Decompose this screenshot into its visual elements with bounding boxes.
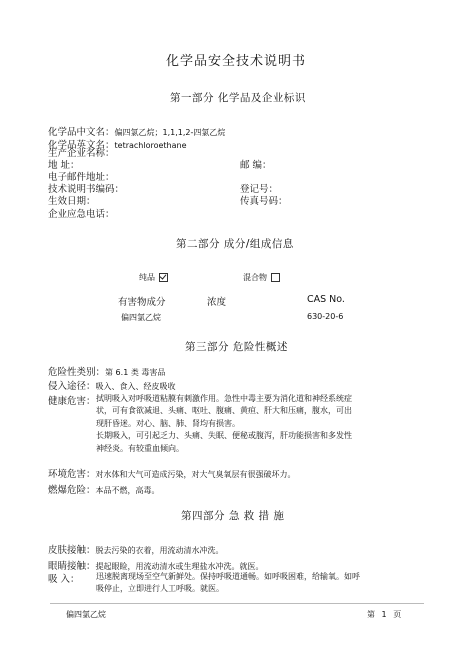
route-row — [48, 374, 176, 393]
component-cell: 偏四氯乙烷 — [121, 313, 161, 322]
cn-name-value: 偏四氯乙烷；1,1,1,2-四氯乙烷 — [114, 128, 226, 137]
inhale-line: 迅速脱离现场至空气新鲜处。保持呼吸道通畅。如呼吸困难，给输氧。如呼 — [96, 572, 360, 581]
en-name-label: 化学品英文名： — [48, 140, 115, 151]
health-label: 健康危害： — [48, 396, 96, 407]
reg-no-label: 登记号： — [240, 184, 279, 195]
postcode-label: 邮 编： — [240, 160, 272, 171]
route-value: 吸入、食入、经皮吸收 — [95, 382, 176, 391]
cas-cell: 630-20-6 — [307, 312, 344, 321]
pure-option — [139, 272, 168, 283]
skin-value: 脱去污染的衣着，用流动清水冲洗。 — [95, 546, 224, 555]
page-suffix: 页 — [393, 610, 402, 619]
health-line: 拭明吸入对呼吸道粘膜有刺激作用。急性中毒主要为消化道和神经系统症 — [96, 394, 352, 403]
skin-label: 皮肤接触： — [48, 545, 96, 556]
health-text — [96, 393, 352, 455]
health-line: 现肝昏迷。对心、脑、肺、肾均有损害。 — [96, 418, 240, 428]
inhale-label: 吸 入： — [48, 574, 80, 585]
producer-label: 生产企业名称： — [48, 148, 115, 159]
eye-value: 提起眼睑，用流动清水或生理盐水冲洗。就医。 — [95, 562, 264, 571]
section-heading-part1: 第一部分 化学品及企业标识 — [170, 92, 306, 104]
page-num: 1 — [381, 610, 387, 619]
col-header-concentration: 浓度 — [207, 297, 227, 308]
fire-row — [48, 478, 160, 497]
en-name-value: tetrachloroethane — [114, 141, 187, 150]
health-line: 状，可有食欲减退、头痛、呕吐、腹痛、黄疸、肝大和压痛，腹水，可出 — [96, 406, 352, 416]
hazard-class-label: 危险性类别： — [48, 367, 106, 378]
health-line: 神经炎。有较重血倾向。 — [96, 443, 184, 453]
eye-label: 眼睛接触： — [48, 561, 96, 572]
mixture-option — [243, 272, 280, 283]
footer-divider — [50, 603, 424, 604]
cn-name-label: 化学品中文名： — [48, 127, 115, 138]
pure-label: 纯品 — [139, 273, 155, 282]
emergency-phone-label: 企业应急电话： — [48, 209, 115, 220]
fire-label: 燃爆危险： — [48, 485, 96, 496]
section-heading-part4: 第四部分 急 救 措 施 — [181, 510, 285, 522]
page-prefix: 第 — [367, 610, 375, 619]
section-heading-part2: 第二部分 成分/组成信息 — [176, 238, 294, 250]
env-value: 对水体和大气可造成污染，对大气臭氧层有很强破坏力。 — [95, 470, 296, 479]
route-label: 侵入途径： — [48, 381, 96, 392]
tech-no-label: 技术说明书编码： — [48, 184, 125, 195]
hazard-class-value: 第 6.1 类 毒害品 — [105, 368, 166, 377]
footer-product-name: 偏四氯乙烷 — [66, 610, 106, 619]
fire-value: 本品不燃，高毒。 — [95, 486, 160, 495]
effective-date-label: 生效日期： — [48, 196, 96, 207]
env-label: 环境危害： — [48, 469, 96, 480]
mixture-checkbox-icon[interactable] — [271, 273, 280, 282]
email-label: 电子邮件地址： — [48, 172, 115, 183]
pure-checkbox-icon[interactable] — [159, 273, 168, 282]
inhale-line: 吸停止，立即进行人工呼吸。就医。 — [96, 584, 224, 594]
page-number — [367, 609, 401, 620]
section-heading-part3: 第三部分 危险性概述 — [185, 341, 288, 353]
col-header-component: 有害物成分 — [118, 297, 166, 308]
inhale-text — [96, 571, 360, 596]
col-header-cas: CAS No. — [307, 294, 345, 305]
health-line: 长期吸入，可引起乏力、头痛、失眠、便秘或腹泻，肝功能损害和多发性 — [96, 431, 352, 441]
document-title: 化学品安全技术说明书 — [166, 54, 307, 69]
mixture-label: 混合物 — [243, 273, 267, 282]
address-label: 地 址： — [48, 160, 80, 171]
fax-label: 传真号码： — [240, 196, 288, 207]
